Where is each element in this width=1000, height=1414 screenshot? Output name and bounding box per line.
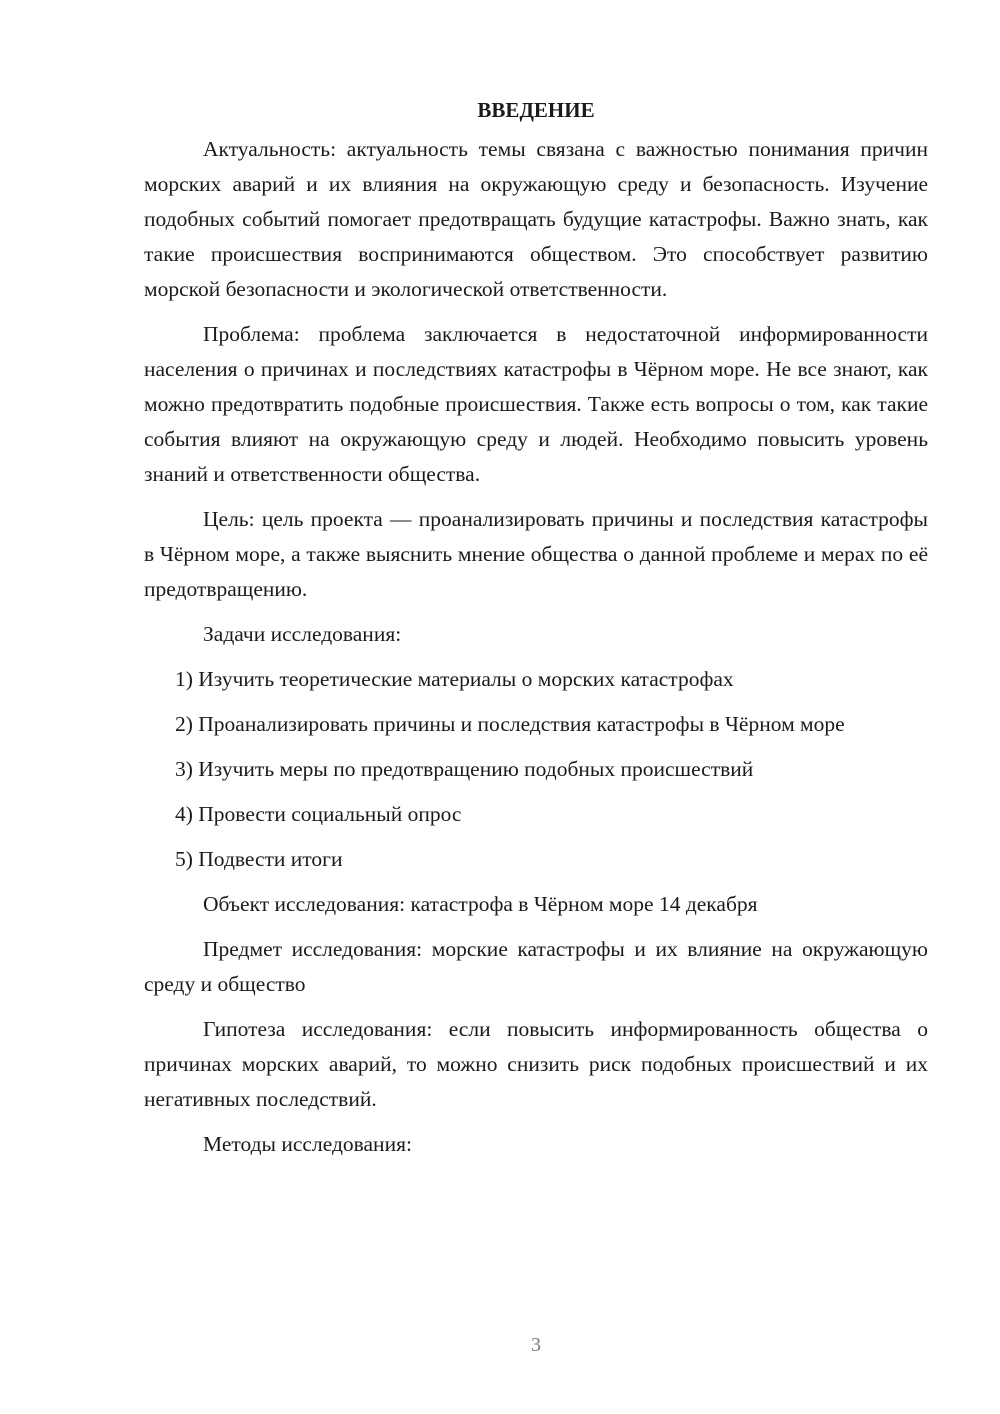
paragraph-methods: Методы исследования: [203,1132,412,1156]
page-number: 3 [531,1334,541,1356]
paragraph-subject: Предмет исследования: морские катастрофы и их влияние на окружающую среду и общество [144,937,928,996]
task-item-3: 3) Изучить меры по предотвращению подобных происшествий [175,757,754,781]
paragraph-goal: Цель: цель проекта — проанализировать причины и последствия катастрофы в Чёрном море, а также выяснить мнение общества о данной проблеме и мерах по её предотвращению. [144,507,928,601]
task-item-2: 2) Проанализировать причины и последствия катастрофы в Чёрном море [175,712,845,736]
paragraph-tasks-heading: Задачи исследования: [203,622,402,646]
paragraph-object: Объект исследования: катастрофа в Чёрном море 14 декабря [203,892,758,916]
section-title: ВВЕДЕНИЕ [477,98,595,122]
document-page [144,92,928,1172]
task-item-5: 5) Подвести итоги [175,847,343,871]
paragraph-hypothesis: Гипотеза исследования: если повысить информированность общества о причинах морских аварий, то можно снизить риск подобных происшествий и их негативных последствий. [144,1017,928,1111]
paragraph-relevance: Актуальность: актуальность темы связана с важностью понимания причин морских аварий и их влияния на окружающую среду и безопасность. Изучение подобных событий помогает предотвращать будущие катастрофы. Важно знать, как такие происшествия воспринимаются обществом. Это способствует развитию морской безопасности и экологической ответственности. [144,137,928,301]
task-item-4: 4) Провести социальный опрос [175,802,462,826]
paragraph-problem: Проблема: проблема заключается в недостаточной информированности населения о причинах и последствиях катастрофы в Чёрном море. Не все знают, как можно предотвратить подобные происшествия. Также есть вопросы о том, как такие события влияют на окружающую среду и людей. Необходимо повысить уровень знаний и ответственности общества. [144,322,928,486]
task-item-1: 1) Изучить теоретические материалы о морских катастрофах [175,667,734,691]
